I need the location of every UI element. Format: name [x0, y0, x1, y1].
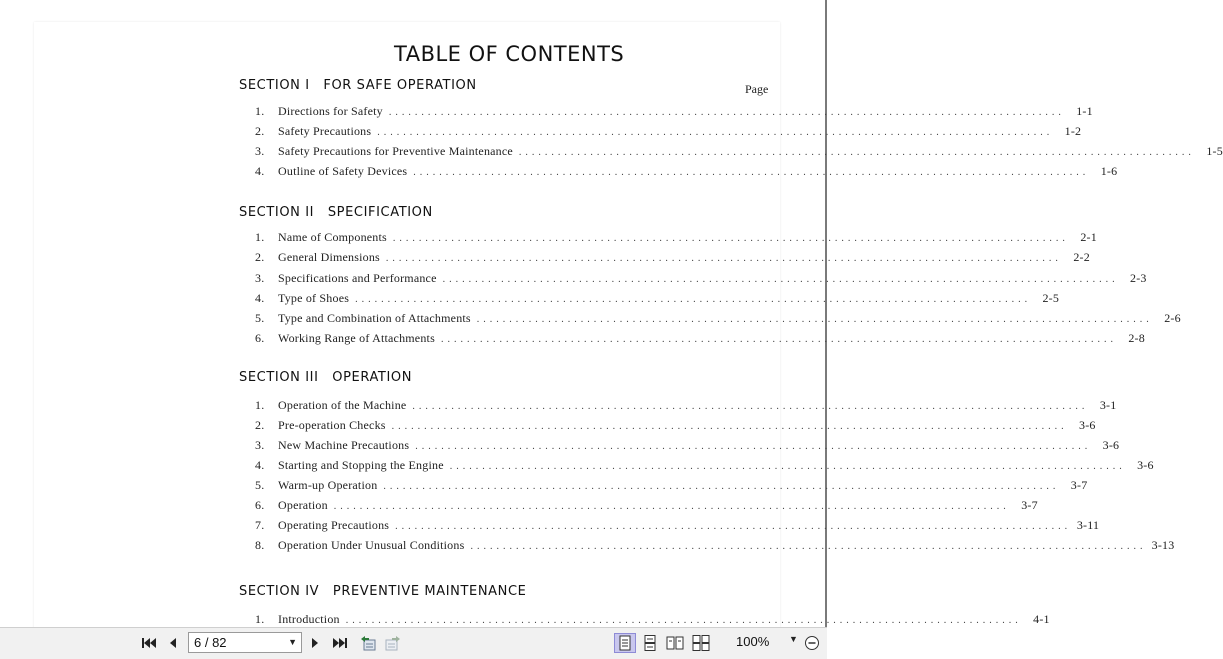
entry-index: 5.	[255, 311, 265, 325]
section-heading	[239, 584, 526, 599]
section-title: SPECIFICATION	[327, 205, 433, 220]
dot-leader: ........................................................................................................	[345, 615, 1022, 626]
entry-index: 5.	[255, 478, 265, 492]
toc-entry	[255, 144, 1223, 160]
entry-index: 2.	[255, 250, 265, 264]
entry-index: 1.	[255, 398, 265, 412]
continuous-facing-view-icon[interactable]	[690, 633, 712, 653]
dot-leader: ........................................................................................................	[449, 461, 1126, 472]
entry-label: Directions for Safety	[278, 104, 383, 118]
entry-page: 3-7	[1021, 498, 1038, 512]
page-indicator: 6 / 82	[194, 635, 227, 650]
viewer-toolbar	[0, 627, 827, 659]
last-page-icon[interactable]	[329, 633, 351, 653]
dot-leader: ........................................................................................................	[355, 294, 1032, 305]
toc-entry	[255, 311, 1181, 327]
entry-label: Operation	[278, 498, 328, 512]
dot-leader: ........................................................................................................	[333, 501, 1010, 512]
entry-index: 1.	[255, 612, 265, 626]
dot-leader: ........................................................................................................	[388, 107, 1065, 118]
entry-index: 4.	[255, 458, 265, 472]
entry-index: 4.	[255, 291, 265, 305]
dot-leader: ........................................................................................................	[395, 521, 1072, 532]
entry-page: 2-1	[1080, 230, 1097, 244]
entry-page: 3-6	[1079, 418, 1096, 432]
entry-label: Working Range of Attachments	[278, 331, 435, 345]
toc-entry	[255, 271, 1147, 287]
entry-index: 3.	[255, 438, 265, 452]
toc-entry	[255, 538, 1175, 554]
page-dropdown-caret-icon[interactable]: ▼	[288, 637, 297, 647]
dot-leader: ........................................................................................................	[391, 421, 1068, 432]
section-heading	[239, 78, 477, 93]
toc-entry	[255, 124, 1082, 140]
page-number-field[interactable]	[188, 632, 302, 653]
entry-index: 4.	[255, 164, 265, 178]
entry-label: Type and Combination of Attachments	[278, 311, 471, 325]
toc-entry	[255, 250, 1090, 266]
zoom-out-icon[interactable]	[801, 633, 823, 653]
entry-label: Safety Precautions for Preventive Maintenance	[278, 144, 513, 158]
entry-label: Outline of Safety Devices	[278, 164, 408, 178]
entry-page: 4-1	[1033, 612, 1050, 626]
zoom-dropdown-caret-icon[interactable]: ▼	[789, 634, 798, 644]
dot-leader: ........................................................................................................	[385, 253, 1062, 264]
dot-leader: ........................................................................................................	[383, 481, 1060, 492]
entry-page: 3-13	[1151, 538, 1175, 552]
entry-index: 6.	[255, 498, 265, 512]
entry-index: 8.	[255, 538, 265, 552]
go-back-icon[interactable]	[357, 633, 379, 653]
section-number: SECTION IV	[239, 584, 320, 599]
toc-entry	[255, 478, 1088, 494]
entry-page: 2-5	[1042, 291, 1060, 305]
entry-label: Name of Components	[278, 230, 387, 244]
entry-page: 3-7	[1070, 478, 1088, 492]
entry-page: 3-1	[1099, 398, 1117, 412]
entry-label: Operation Under Unusual Conditions	[278, 538, 465, 552]
toc-entry	[255, 398, 1117, 414]
entry-index: 2.	[255, 418, 265, 432]
entry-label: Starting and Stopping the Engine	[278, 458, 444, 472]
dot-leader: ........................................................................................................	[377, 127, 1054, 138]
entry-label: Operation of the Machine	[278, 398, 407, 412]
toc-entry	[255, 612, 1050, 628]
toc-entry	[255, 518, 1100, 534]
go-forward-icon[interactable]	[382, 633, 404, 653]
entry-index: 3.	[255, 271, 265, 285]
entry-label: Introduction	[278, 612, 340, 626]
entry-index: 6.	[255, 331, 265, 345]
entry-page: 1-6	[1100, 164, 1118, 178]
entry-index: 7.	[255, 518, 265, 532]
dot-leader: ........................................................................................................	[440, 334, 1117, 345]
dot-leader: ........................................................................................................	[476, 314, 1153, 325]
entry-label: General Dimensions	[278, 250, 380, 264]
entry-page: 2-6	[1164, 311, 1181, 325]
entry-page: 3-6	[1137, 458, 1154, 472]
entry-label: Pre-operation Checks	[278, 418, 386, 432]
entry-label: Specifications and Performance	[278, 271, 437, 285]
next-page-icon[interactable]	[304, 633, 326, 653]
dot-leader: ........................................................................................................	[415, 441, 1092, 452]
single-page-view-icon[interactable]	[614, 633, 636, 653]
entry-page: 3-11	[1076, 518, 1100, 532]
toc-entry	[255, 418, 1096, 434]
entry-page: 2-3	[1130, 271, 1147, 285]
entry-index: 2.	[255, 124, 265, 138]
entry-index: 1.	[255, 104, 265, 118]
entry-label: Type of Shoes	[278, 291, 350, 305]
continuous-view-icon[interactable]	[639, 633, 661, 653]
entry-label: Safety Precautions	[278, 124, 372, 138]
toc-entry	[255, 438, 1120, 454]
section-title: PREVENTIVE MAINTENANCE	[332, 584, 527, 599]
section-heading	[239, 370, 412, 385]
facing-view-icon[interactable]	[664, 633, 686, 653]
toc-entry	[255, 104, 1093, 120]
entry-page: 2-2	[1073, 250, 1090, 264]
zoom-level[interactable]: 100%	[736, 634, 770, 649]
toc-entry	[255, 164, 1118, 180]
dot-leader: ........................................................................................................	[442, 274, 1119, 285]
section-number: SECTION II	[239, 205, 315, 220]
entry-page: 3-6	[1102, 438, 1120, 452]
section-title: OPERATION	[332, 370, 413, 385]
entry-page: 1-5	[1206, 144, 1223, 158]
toc-entry	[255, 331, 1145, 347]
section-number: SECTION III	[239, 370, 319, 385]
toc-title: TABLE OF CONTENTS	[394, 42, 625, 66]
entry-label: Warm-up Operation	[278, 478, 378, 492]
section-title: FOR SAFE OPERATION	[323, 78, 477, 93]
dot-leader: ........................................................................................................	[412, 401, 1089, 412]
dot-leader: ........................................................................................................	[470, 541, 1147, 552]
toc-entry	[255, 230, 1097, 246]
entry-label: New Machine Precautions	[278, 438, 410, 452]
toc-entry	[255, 498, 1038, 514]
entry-label: Operating Precautions	[278, 518, 390, 532]
document-page	[34, 22, 1223, 642]
dot-leader: ........................................................................................................	[392, 233, 1069, 244]
dot-leader: ........................................................................................................	[518, 147, 1195, 158]
entry-page: 2-8	[1128, 331, 1145, 345]
first-page-icon[interactable]	[138, 633, 160, 653]
dot-leader: ........................................................................................................	[413, 167, 1090, 178]
entry-page: 1-2	[1064, 124, 1082, 138]
entry-index: 1.	[255, 230, 265, 244]
entry-index: 3.	[255, 144, 265, 158]
section-heading	[239, 205, 433, 220]
page-column-label: Page	[745, 82, 769, 96]
toc-entry	[255, 291, 1060, 307]
entry-page: 1-1	[1076, 104, 1093, 118]
section-number: SECTION I	[239, 78, 310, 93]
toc-entry	[255, 458, 1154, 474]
previous-page-icon[interactable]	[162, 633, 184, 653]
